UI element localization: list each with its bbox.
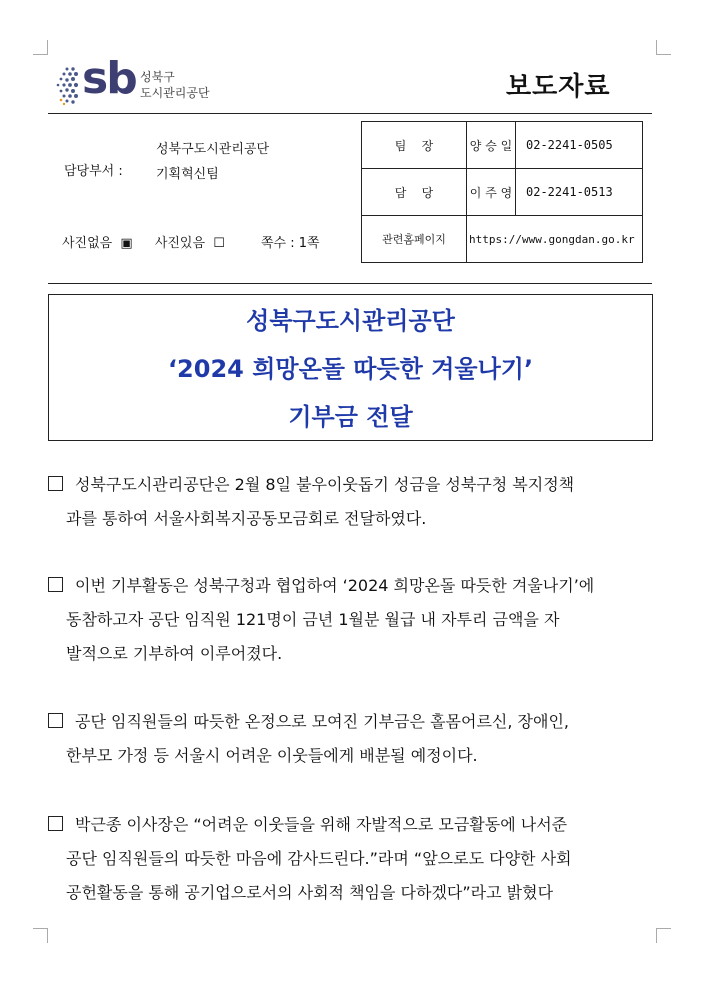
homepage-link[interactable]: https://www.gongdan.go.kr [467,216,643,263]
photo-yes-label: 사진있음 [154,236,206,251]
headline-line-1: 성북구도시관리공단 [246,307,455,335]
paragraph-line: 발적으로 기부하여 이루어졌다. [66,644,283,663]
contact-name: 이 주 영 [467,169,516,216]
header-divider [48,113,652,114]
homepage-row [362,216,643,263]
logo-text [140,69,210,101]
paragraph-2 [48,569,654,671]
bullet-square-icon [48,816,63,831]
contact-role: 팀 장 [362,122,467,169]
paragraph-4 [48,808,654,910]
photo-row [62,232,320,251]
crop-mark-top-right [656,40,671,55]
logo-accent-dots [60,99,65,106]
paragraph-line: 이번 기부활동은 성북구청과 협업하여 ‘2024 희망온돌 따듯한 겨울나기’에 [75,576,595,595]
paragraph-1 [48,468,654,536]
contacts-table [361,121,643,263]
headline-line-2: ‘2024 희망온돌 따듯한 겨울나기’ [167,355,534,383]
doc-type-title: 보도자료 [506,72,611,102]
headline-line-3: 기부금 전달 [288,403,413,431]
contact-role: 담 당 [362,169,467,216]
page-count: 쪽수 : 1쪽 [260,236,320,251]
dept-label: 담당부서 : [64,164,123,179]
paragraph-line: 공단 임직원들의 따듯한 마음에 감사드린다.”라며 “앞으로도 다양한 사회 [66,849,572,868]
logo-org-line1: 성북구 [140,70,175,84]
paragraph-line: 동참하고자 공단 임직원 121명이 금년 1월분 월급 내 자투리 금액을 자 [66,610,560,629]
photo-none-label: 사진없음 [62,236,113,251]
headline-box [48,294,653,441]
logo-dot-globe-icon [57,67,78,103]
crop-mark-bottom-right [656,928,671,943]
photo-none-checkbox: ▣ [120,236,133,251]
crop-mark-bottom-left [33,928,48,943]
paragraph-line: 박근종 이사장은 “어려운 이웃들을 위해 자발적으로 모금활동에 나서준 [75,815,568,834]
contact-phone: 02-2241-0513 [516,169,643,216]
info-divider [48,283,652,284]
paragraph-line: 성북구도시관리공단은 2월 8일 불우이웃돕기 성금을 성북구청 복지정책 [75,475,575,494]
paragraph-line: 과를 통하여 서울사회복지공동모금회로 전달하였다. [66,509,427,528]
logo-mark: sb [82,53,136,104]
bullet-square-icon [48,577,63,592]
contact-phone: 02-2241-0505 [516,122,643,169]
paragraph-3 [48,705,654,773]
contact-name: 양 승 일 [467,122,516,169]
paragraph-line: 공단 임직원들의 따듯한 온정으로 모여진 기부금은 홀몸어르신, 장애인, [75,712,569,731]
contact-row [362,122,643,169]
bullet-square-icon [48,476,63,491]
contact-row [362,169,643,216]
dept-team: 기획혁신팀 [156,167,219,182]
paragraph-line: 한부모 가정 등 서울시 어려운 이웃들에게 배분될 예정이다. [66,746,478,765]
logo-org-line2: 도시관리공단 [140,86,210,100]
dept-org: 성북구도시관리공단 [156,142,270,157]
crop-mark-top-left [33,40,48,55]
homepage-label: 관련홈페이지 [362,216,467,263]
paragraph-line: 공헌활동을 통해 공기업으로서의 사회적 책임을 다하겠다”라고 밝혔다 [66,883,554,902]
bullet-square-icon [48,713,63,728]
photo-yes-checkbox: ☐ [213,236,225,251]
